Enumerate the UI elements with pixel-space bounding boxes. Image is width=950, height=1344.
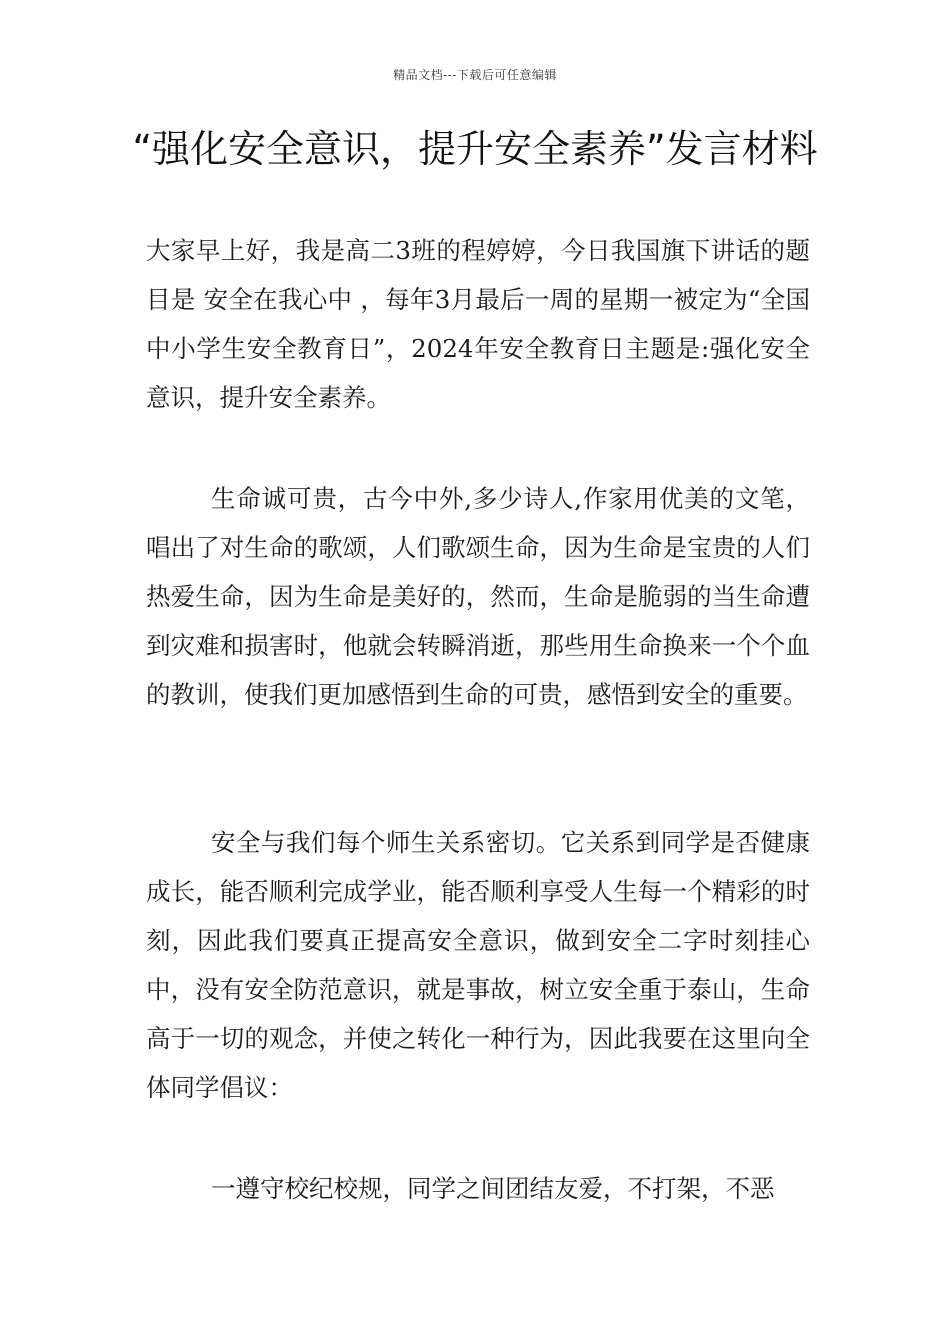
document-title: “强化安全意识，提升安全素养”发言材料 bbox=[132, 127, 818, 171]
paragraph-4: 一遵守校纪校规，同学之间团结友爱，不打架，不恶 bbox=[211, 1174, 775, 1203]
paragraph-2: 生命诚可贵，古今中外,多少诗人,作家用优美的文笔，唱出了对生命的歌颂，人们歌颂生命，因为生命是宝贵的人们热爱生命，因为生命是美好的，然而，生命是脆弱的当生命遭到灾难和损害时，他就会转瞬消逝，那些用生命换来一个个血的教训，使我们更加感悟到生命的可贵，感悟到安全的重要。 bbox=[146, 484, 810, 709]
header-note: 精品文档---下载后可任意编辑 bbox=[393, 68, 557, 82]
paragraph-1: 大家早上好，我是高二3班的程婷婷，今日我国旗下讲话的题目是 安全在我心中 ，每年3月最后一周的星期一被定为“全国中小学生安全教育日”，2024年安全教育日主题是:强化安全意识，提升安全素养。 bbox=[146, 236, 810, 412]
paragraph-3: 安全与我们每个师生关系密切。它关系到同学是否健康成长，能否顺利完成学业，能否顺利享受人生每一个精彩的时刻，因此我们要真正提高安全意识，做到安全二字时刻挂心中，没有安全防范意识，就是事故，树立安全重于泰山，生命高于一切的观念，并使之转化一种行为，因此我要在这里向全体同学倡议： bbox=[146, 828, 810, 1102]
